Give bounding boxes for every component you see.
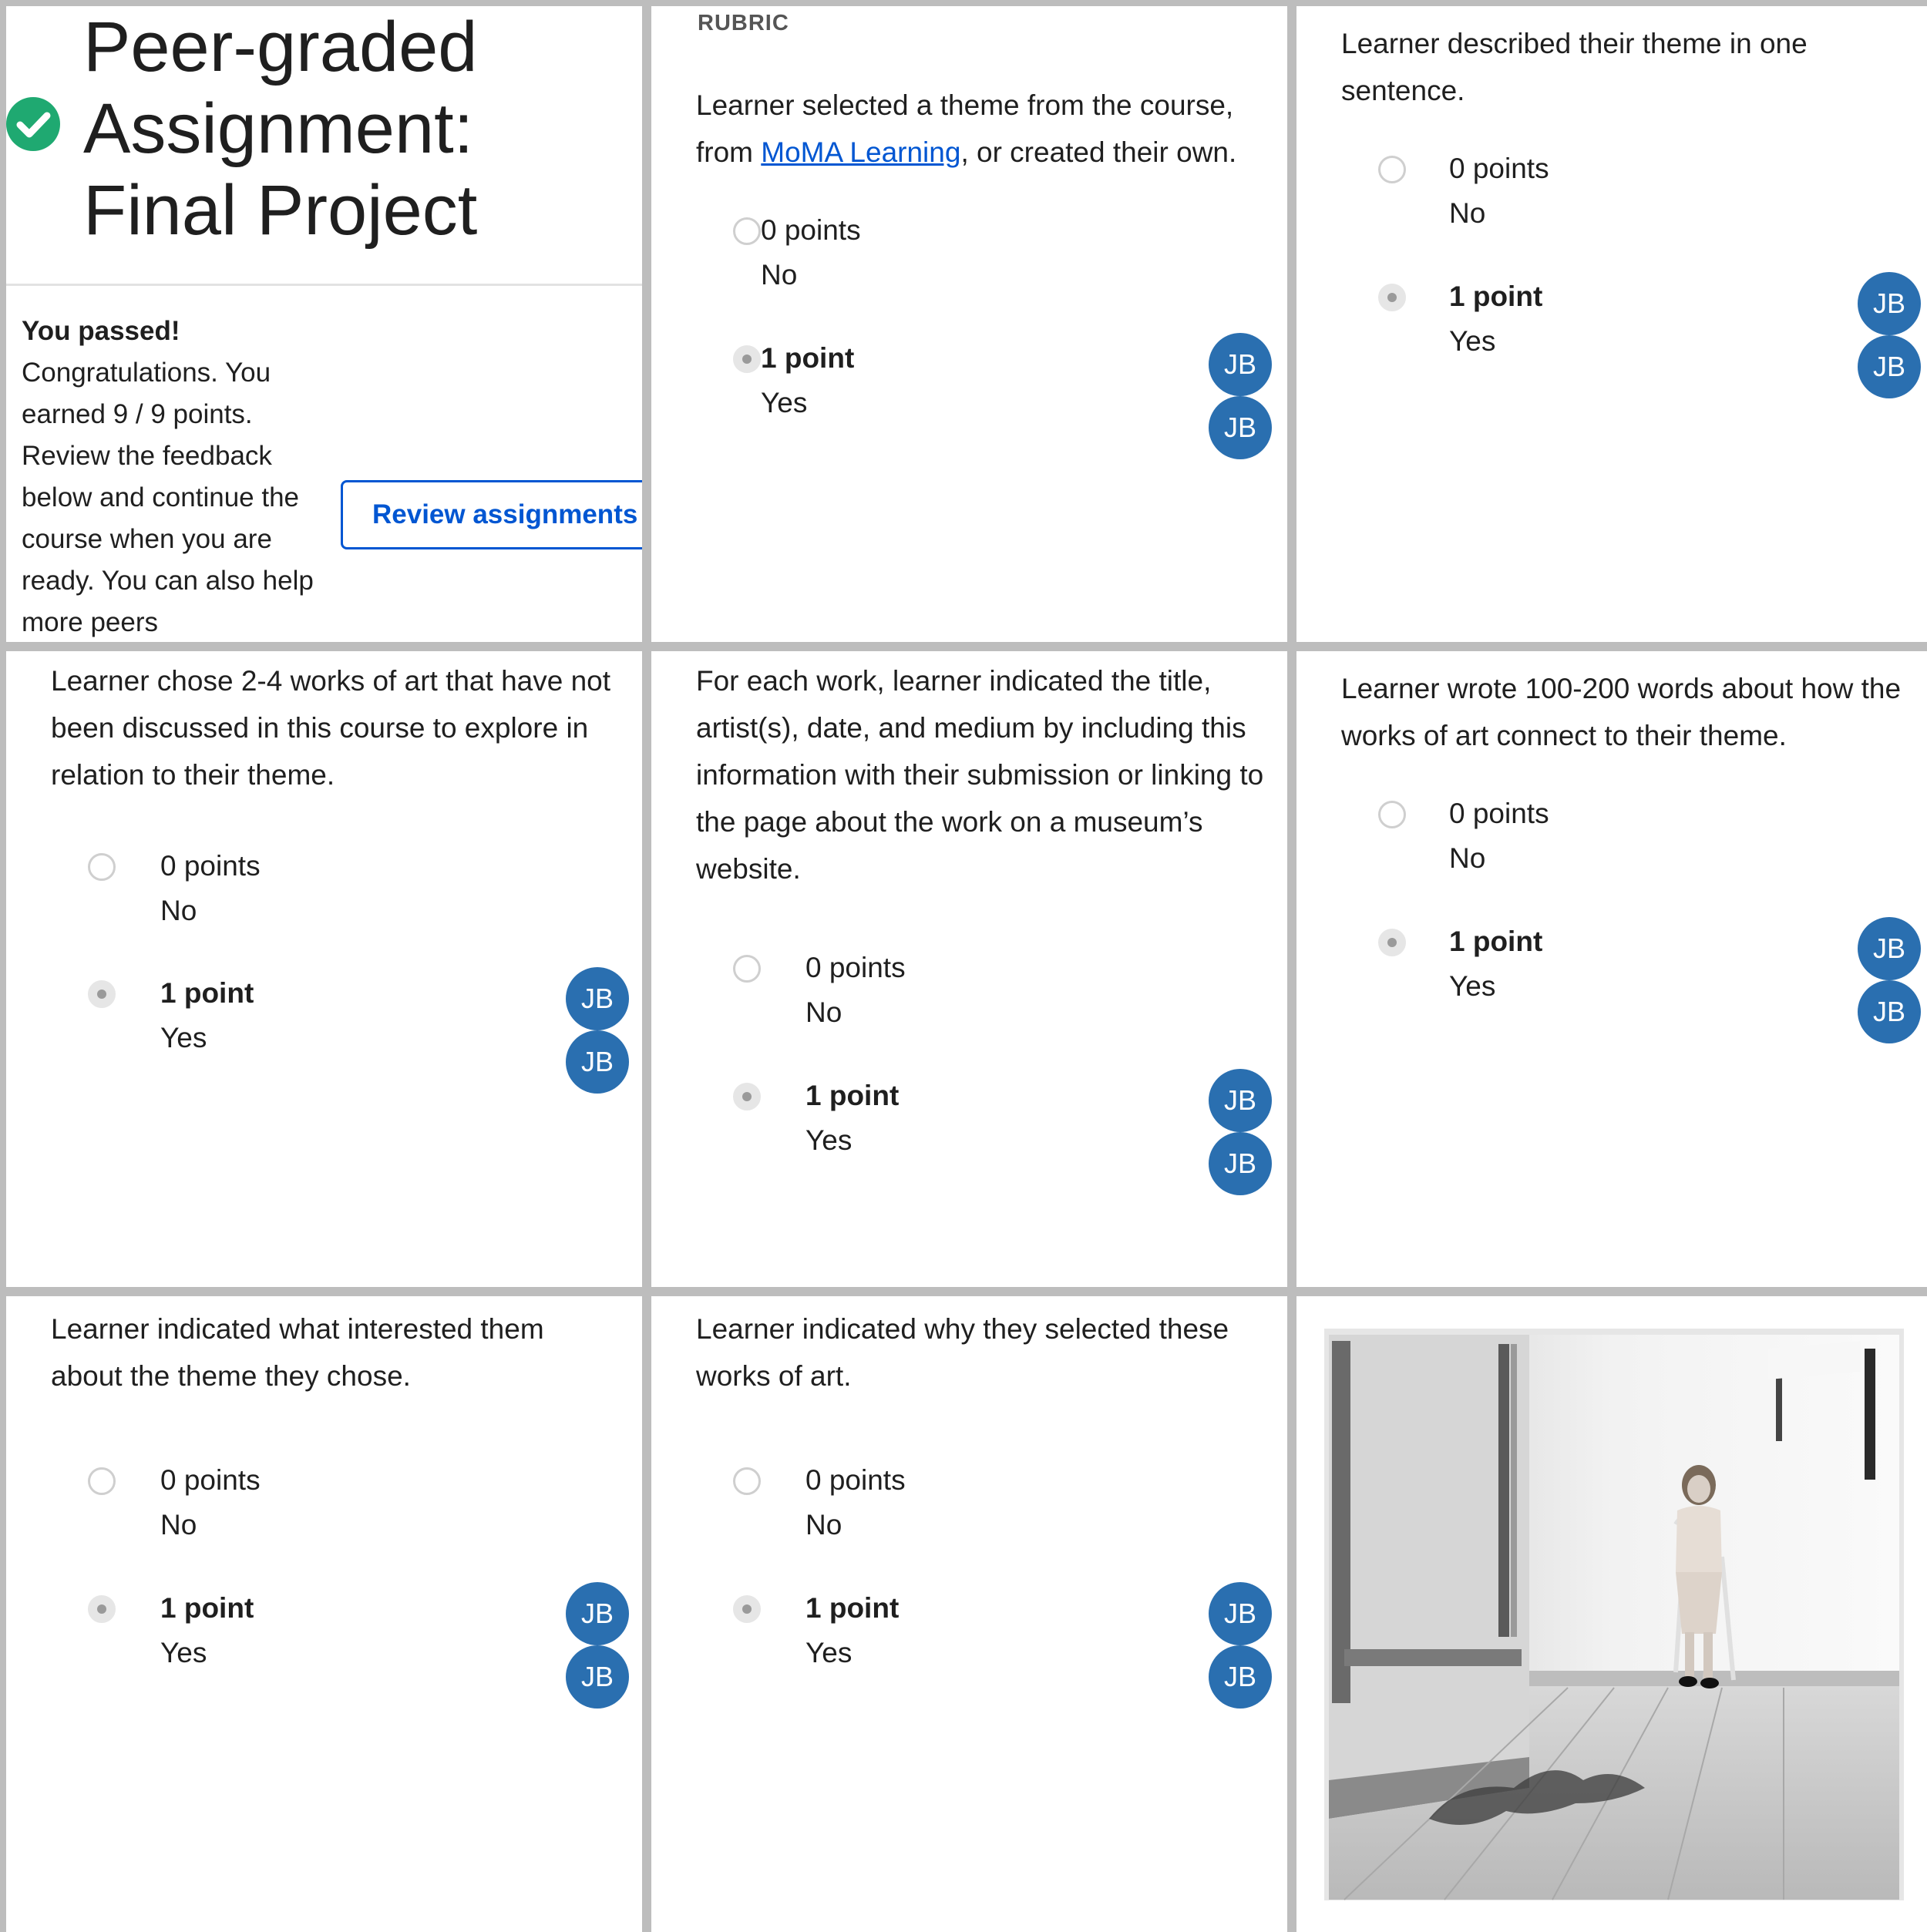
option-points: 0 points	[1449, 798, 1549, 829]
option-text	[805, 1074, 899, 1163]
option-label: No	[1449, 842, 1486, 874]
criterion-text: For each work, learner indicated the title, artist(s), date, and medium by including this information with their submission or linking to the page about the work on a museum’s website.	[696, 665, 1264, 885]
option-label: No	[805, 996, 842, 1028]
option-zero[interactable]	[735, 946, 906, 1035]
radio-unselected[interactable]	[1378, 801, 1406, 828]
avatar[interactable]: JB	[1209, 1582, 1272, 1645]
avatar[interactable]: JB	[1209, 333, 1272, 396]
option-label: Yes	[805, 1637, 853, 1668]
option-zero[interactable]	[89, 844, 261, 933]
option-zero[interactable]	[89, 1458, 261, 1547]
option-text	[805, 1586, 899, 1675]
criterion-text: Learner indicated what interested them about the theme they chose.	[51, 1313, 544, 1392]
avatar[interactable]: JB	[566, 1030, 629, 1094]
option-points: 0 points	[761, 214, 861, 246]
option-points: 0 points	[805, 1464, 906, 1496]
option-text	[1449, 791, 1549, 881]
rubric-criterion-3	[6, 651, 642, 1287]
avatar[interactable]: JB	[1858, 335, 1921, 398]
radio-unselected[interactable]	[1378, 156, 1406, 183]
option-points: 0 points	[805, 952, 906, 983]
criterion-text	[696, 82, 1259, 176]
option-points: 1 point	[160, 977, 254, 1009]
option-label: Yes	[160, 1022, 207, 1053]
option-one[interactable]	[735, 1586, 899, 1675]
avatar[interactable]: JB	[1858, 980, 1921, 1043]
rubric-label: RUBRIC	[698, 11, 789, 35]
option-text	[805, 1458, 906, 1547]
rubric-criterion-1	[651, 6, 1287, 642]
rubric-criterion-2	[1296, 6, 1927, 642]
radio-unselected[interactable]	[733, 1467, 761, 1495]
criterion-text-part: Learner selected a theme from the course, from	[696, 89, 1234, 168]
option-label: No	[1449, 197, 1486, 229]
option-label: No	[805, 1509, 842, 1541]
option-zero[interactable]	[1380, 791, 1549, 881]
option-label: Yes	[761, 387, 808, 418]
criterion-text: Learner indicated why they selected these works of art.	[696, 1313, 1229, 1392]
rubric-criterion-6	[6, 1296, 642, 1932]
avatar[interactable]: JB	[1858, 272, 1921, 335]
option-label: Yes	[805, 1124, 853, 1156]
artwork-photograph	[1321, 1326, 1907, 1903]
avatar[interactable]: JB	[566, 1645, 629, 1709]
artwork-photo-panel	[1296, 1296, 1927, 1932]
option-label: Yes	[160, 1637, 207, 1668]
option-text	[1449, 919, 1542, 1009]
criterion-text-part: , or created their own.	[960, 136, 1237, 168]
option-text	[1449, 146, 1549, 236]
option-label: No	[160, 895, 197, 926]
avatar[interactable]: JB	[1209, 396, 1272, 459]
criterion-text: Learner described their theme in one sentence.	[1341, 28, 1808, 106]
radio-selected[interactable]	[88, 1595, 116, 1623]
pass-title: You passed!	[22, 316, 180, 346]
radio-selected[interactable]	[733, 1083, 761, 1110]
review-assignments-button[interactable]: Review assignments	[341, 480, 642, 549]
criterion-text: Learner wrote 100-200 words about how the works of art connect to their theme.	[1341, 673, 1902, 751]
option-points: 1 point	[160, 1592, 254, 1624]
page-title: Peer-graded Assignment: Final Project	[83, 8, 478, 250]
avatar[interactable]: JB	[1209, 1069, 1272, 1132]
option-points: 1 point	[805, 1080, 900, 1111]
avatar[interactable]: JB	[1858, 917, 1921, 980]
radio-selected[interactable]	[88, 980, 116, 1008]
radio-unselected[interactable]	[733, 217, 761, 245]
option-points: 0 points	[160, 850, 261, 882]
option-one[interactable]	[89, 971, 254, 1060]
radio-unselected[interactable]	[88, 853, 116, 881]
avatar[interactable]: JB	[566, 1582, 629, 1645]
assignment-header-panel	[6, 6, 642, 642]
option-text	[160, 844, 261, 933]
option-text	[761, 208, 861, 297]
radio-unselected[interactable]	[733, 955, 761, 983]
option-text	[805, 946, 906, 1035]
option-points: 0 points	[1449, 153, 1549, 184]
option-label: No	[160, 1509, 197, 1541]
option-one[interactable]	[89, 1586, 254, 1675]
pass-message: Congratulations. You earned 9 / 9 points. Review the feedback below and continue the course when you are ready. You can also help more peers	[22, 358, 314, 637]
option-label: Yes	[1449, 970, 1496, 1002]
option-points: 1 point	[1449, 281, 1543, 312]
radio-unselected[interactable]	[88, 1467, 116, 1495]
option-one[interactable]	[735, 336, 854, 425]
option-text	[761, 336, 854, 425]
option-zero[interactable]	[1380, 146, 1549, 236]
option-zero[interactable]	[735, 1458, 906, 1547]
option-text	[160, 1586, 254, 1675]
avatar[interactable]: JB	[1209, 1132, 1272, 1195]
avatar[interactable]: JB	[566, 967, 629, 1030]
moma-learning-link[interactable]: MoMA Learning	[761, 136, 961, 168]
option-points: 1 point	[1449, 926, 1543, 957]
option-text	[160, 1458, 261, 1547]
rubric-criterion-4	[651, 651, 1287, 1287]
option-label: No	[761, 259, 798, 291]
radio-selected[interactable]	[733, 345, 761, 373]
avatar[interactable]: JB	[1209, 1645, 1272, 1709]
pass-status	[22, 311, 314, 642]
option-points: 0 points	[160, 1464, 261, 1496]
option-text	[1449, 274, 1542, 364]
radio-selected[interactable]	[1378, 284, 1406, 311]
option-one[interactable]	[1380, 274, 1542, 364]
option-text	[160, 971, 254, 1060]
radio-selected[interactable]	[1378, 929, 1406, 956]
rubric-criterion-7	[651, 1296, 1287, 1932]
option-points: 1 point	[761, 342, 855, 374]
check-circle-icon	[6, 97, 60, 151]
radio-selected[interactable]	[733, 1595, 761, 1623]
option-one[interactable]	[735, 1074, 899, 1163]
option-label: Yes	[1449, 325, 1496, 357]
option-points: 1 point	[805, 1592, 900, 1624]
option-zero[interactable]	[735, 208, 861, 297]
rubric-criterion-5	[1296, 651, 1927, 1287]
option-one[interactable]	[1380, 919, 1542, 1009]
title-section	[6, 6, 642, 286]
criterion-text: Learner chose 2-4 works of art that have not been discussed in this course to explore in relation to their theme.	[51, 665, 611, 791]
